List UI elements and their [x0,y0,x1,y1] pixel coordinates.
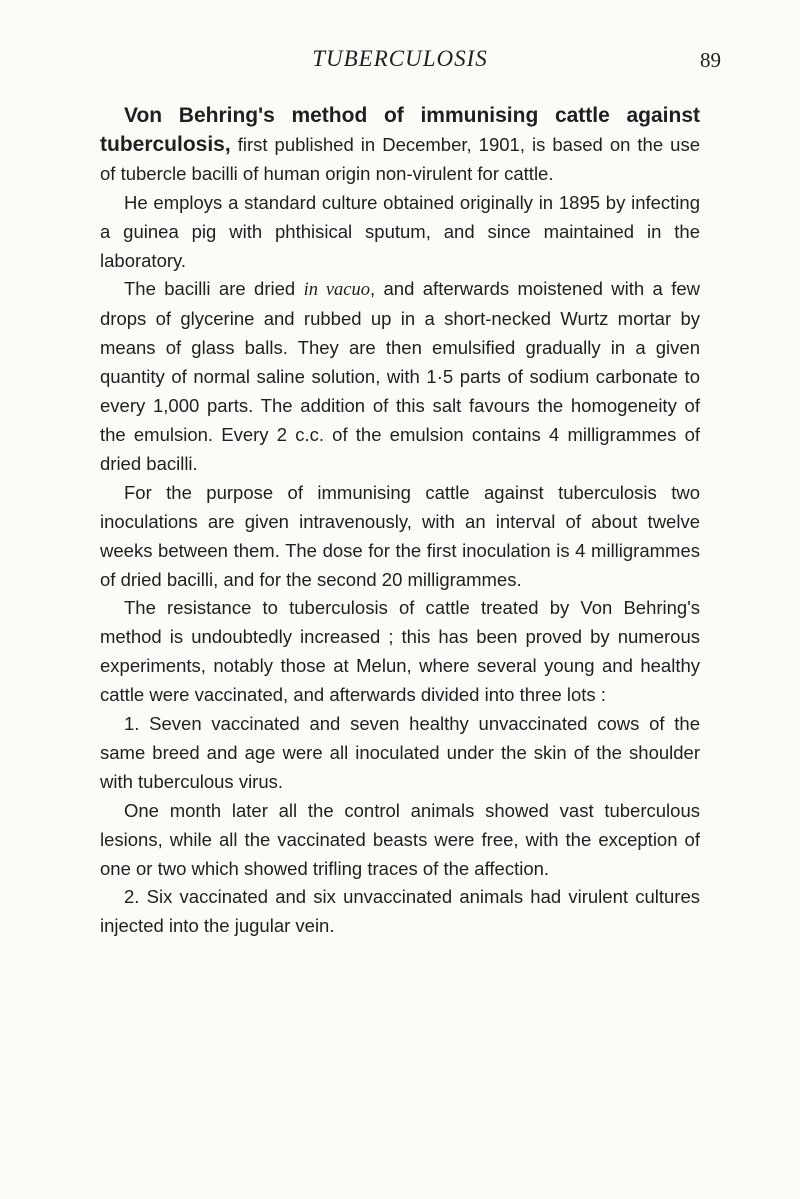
numbered-paragraph-1: 1. Seven vaccinated and seven healthy unvaccinated cows of the same breed and age were all inoculated under the skin of the shoulder with tuberculous virus. [100,713,700,792]
latin-phrase: in vacuo [303,280,370,301]
numbered-paragraph-2: 2. Six vaccinated and six unvaccinated animals had virulent cultures injected into the jugular vein. [100,886,700,937]
paragraph-5: The resistance to tuberculosis of cattle treated by Von Behring's method is undoubtedly increased ; this has been proved by numerous experiments, notably those at Melun, where several young and healthy cattle were vaccinated, and afterwards divided into three lots : [100,597,700,706]
running-title: TUBERCULOSIS [312,46,488,71]
paragraph-3 [100,275,700,478]
paragraph-7: One month later all the control animals showed vast tuberculous lesions, while all the vaccinated beasts were free, with the exception of one or two which showed trifling traces of the affection. [100,799,700,879]
paragraph-lead-heading: Von Behring's method of immunising cattle against tuberculosis, [100,104,700,156]
page-number: 89 [700,48,721,72]
paragraph-2: He employs a standard culture obtained originally in 1895 by infecting a guinea pig with phthisical sputum, and since maintained in the laboratory. [100,191,700,271]
paragraph-1 [100,102,700,189]
page-header [0,42,800,72]
paragraph-text-after: , and afterwards moistened with a few drops of glycerine and rubbed up in a short-necked Wurtz mortar by means of glass balls. They are then emulsified gradually in a given quantity of normal saline solution, with 1·5 parts of sodium carbonate to every 1,000 parts. The addition of this salt favours the homogeneity of the emulsion. Every 2 c.c. of the emulsion contains 4 milligrammes of dried bacilli. [100,278,701,474]
body-text [100,102,700,941]
paragraph-text: first published in December, 1901, is based on the use of tubercle bacilli of human origin non-virulent for cattle. [100,133,700,184]
paragraph-text-before: The bacilli are dried [124,278,304,300]
paragraph-4: For the purpose of immunising cattle against tuberculosis two inoculations are given intravenously, with an interval of about twelve weeks between them. The dose for the first inoculation is 4 milligrammes of dried bacilli, and for the second 20 milligrammes. [100,481,700,590]
